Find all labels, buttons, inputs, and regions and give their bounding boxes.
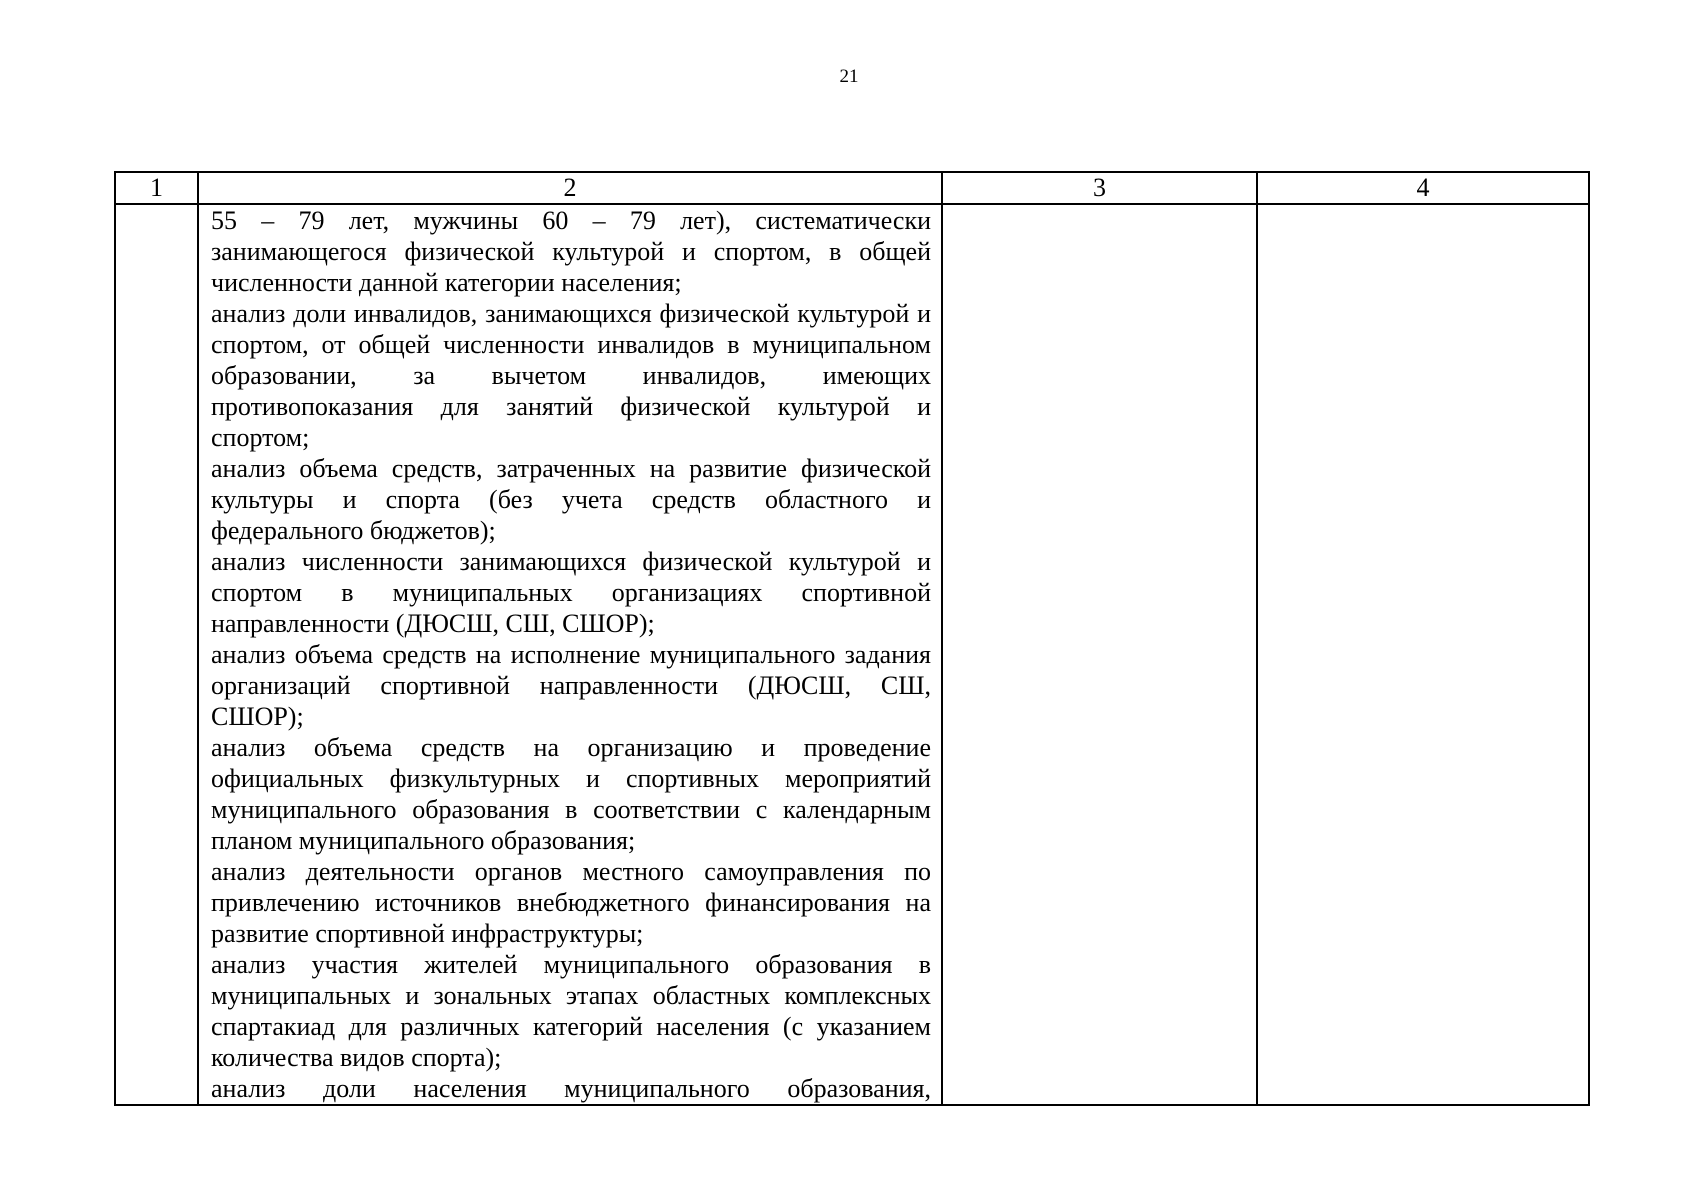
- paragraph-extrabudgetary: анализ деятельности органов местного самоуправления по привлечению источников внебюджетного финансирования на развитие спортивной инфраструктуры;: [211, 857, 931, 948]
- cell-col4: [1257, 204, 1589, 1105]
- document-table: [114, 171, 1590, 1106]
- cell-col3: [942, 204, 1257, 1105]
- paragraph-municipal-task: анализ объема средств на исполнение муниципального задания организаций спортивной направленности (ДЮСШ, СШ, СШОР);: [211, 640, 931, 731]
- column-header-1: 1: [115, 172, 198, 204]
- column-header-3: 3: [942, 172, 1257, 204]
- column-header-2: 2: [198, 172, 942, 204]
- column-header-4: 4: [1257, 172, 1589, 204]
- paragraph-sports-organizations: анализ численности занимающихся физической культурой и спортом в муниципальных организациях спортивной направленности (ДЮСШ, СШ, СШОР);: [211, 547, 931, 638]
- paragraph-population-share: 55 – 79 лет, мужчины 60 – 79 лет), систематически занимающегося физической культурой и спортом, в общей численности данной категории населения;: [211, 206, 931, 297]
- paragraph-events-funding: анализ объема средств на организацию и проведение официальных физкультурных и спортивных мероприятий муниципального образования в соответствии с календарным планом муниципального образования;: [211, 733, 931, 855]
- paragraph-spartakiad: анализ участия жителей муниципального образования в муниципальных и зональных этапах областных комплексных спартакиад для различных категорий населения (с указанием количества видов спорта);: [211, 950, 931, 1072]
- paragraph-population-share-continued: анализ доли населения муниципального образования,: [211, 1074, 931, 1103]
- paragraph-funding-volume: анализ объема средств, затраченных на развитие физической культуры и спорта (без учета средств областного и федерального бюджетов);: [211, 454, 931, 545]
- table-header-row: [115, 172, 1589, 204]
- table-row: [115, 204, 1589, 1105]
- cell-col2: [198, 204, 942, 1105]
- paragraph-disabled-share: анализ доли инвалидов, занимающихся физической культурой и спортом, от общей численности инвалидов в муниципальном образовании, за вычетом инвалидов, имеющих противопоказания для занятий физической культурой и спортом;: [211, 299, 931, 452]
- cell-col1: [115, 204, 198, 1105]
- page-number: 21: [839, 66, 859, 87]
